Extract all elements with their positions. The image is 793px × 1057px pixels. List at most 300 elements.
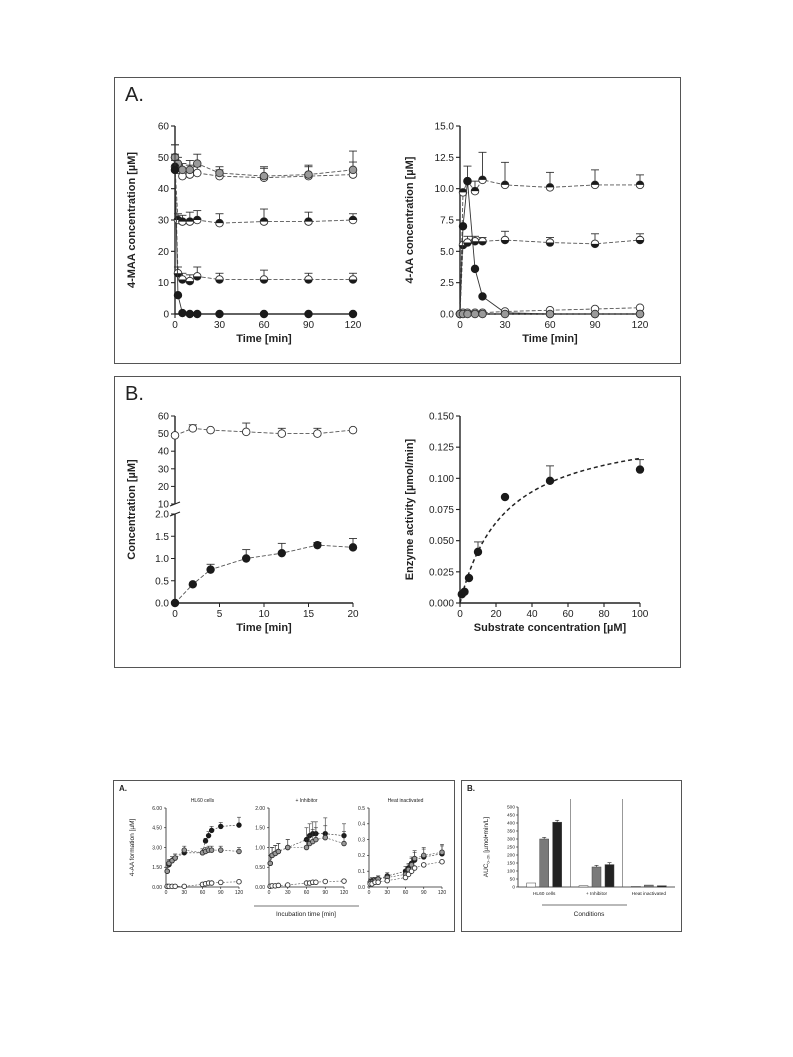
marker-grey <box>412 856 417 861</box>
y-tick-label: 0.1 <box>358 868 365 875</box>
chart-D <box>483 799 675 918</box>
data-point-grey <box>440 850 445 855</box>
data-point-upper-half <box>591 181 599 189</box>
data-point-filled <box>314 541 322 549</box>
marker-grey <box>186 166 194 174</box>
x-axis-title: Substrate concentration [µM] <box>473 622 627 634</box>
marker-filled <box>171 599 179 607</box>
data-point-open <box>314 880 319 885</box>
marker-open <box>173 884 178 889</box>
marker-filled <box>206 833 211 838</box>
x-tick-label: 15 <box>302 609 315 620</box>
y-tick-label: 30 <box>157 464 169 476</box>
data-point-upper-half <box>501 181 509 189</box>
marker-grey <box>440 850 445 855</box>
y-tick-label: 1.5 <box>155 531 169 543</box>
data-point-grey <box>218 848 223 853</box>
figure2-panel-b-chart <box>462 781 681 931</box>
x-axis-title: Incubation time [min] <box>276 911 336 918</box>
y-tick-label: 2.00 <box>255 805 265 812</box>
data-point-grey <box>165 869 170 874</box>
data-point-grey <box>285 845 290 850</box>
data-point-filled <box>209 828 214 833</box>
data-point-grey-square <box>216 169 224 177</box>
x-tick-label: 60 <box>544 320 556 331</box>
data-point-upper-half <box>193 216 201 224</box>
marker-filled <box>207 566 215 574</box>
y-axis-title: Enzyme activity [µmol/min] <box>404 438 416 581</box>
y-tick-label: 0.050 <box>428 536 454 548</box>
chart-C1 <box>129 798 243 896</box>
data-point-open <box>207 426 215 434</box>
marker-open <box>421 863 426 868</box>
marker-filled <box>171 166 179 174</box>
figure-panel-a-time-course <box>114 77 681 364</box>
data-point-upper-half <box>349 216 357 224</box>
y-tick-label: 10 <box>157 278 169 290</box>
data-point-open <box>242 428 250 436</box>
data-point-upper-half <box>179 218 187 226</box>
x-tick-label: 20 <box>347 609 359 620</box>
chart-title: HL60 cells <box>190 798 215 804</box>
y-axis-title: Concentration [µM] <box>126 459 138 560</box>
x-tick-label: 0 <box>457 320 463 331</box>
data-point-filled <box>189 581 197 589</box>
y-tick-label: 0.075 <box>428 505 454 516</box>
category-label: Heat inactivated <box>631 892 667 897</box>
y-tick-label: 0.00 <box>255 884 265 891</box>
data-point-grey-square <box>546 310 554 318</box>
marker-filled <box>209 828 214 833</box>
x-tick-label: 30 <box>181 890 188 896</box>
x-axis-title: Time [min] <box>236 622 292 634</box>
y-axis-title: 4-MAA concentration [µM] <box>126 151 138 289</box>
y-tick-label: 60 <box>157 411 169 423</box>
panel-b-label: B. <box>125 383 144 405</box>
data-point-grey <box>323 835 328 840</box>
figure2-panel-a-label: A. <box>119 784 127 793</box>
y-tick-label: 0.0 <box>155 598 169 610</box>
series-line-upper-half <box>460 180 640 314</box>
marker-filled <box>218 824 223 829</box>
marker-filled <box>186 310 194 318</box>
marker-open <box>278 430 286 438</box>
data-point-open <box>314 430 322 438</box>
data-point-grey <box>173 856 178 861</box>
bar-grey <box>592 867 601 887</box>
y-tick-label: 50 <box>157 429 169 441</box>
marker-filled <box>546 477 554 485</box>
y-tick-label: 0.125 <box>428 442 454 454</box>
y-tick-label: 10.0 <box>434 184 454 196</box>
shared-x-axis-title <box>254 906 359 918</box>
x-tick-label: 0 <box>457 609 463 620</box>
x-tick-label: 120 <box>437 890 447 896</box>
data-point-filled <box>471 265 479 273</box>
data-point-filled <box>171 166 179 174</box>
bar-grey <box>644 885 653 887</box>
chart-title: Heat inactivated <box>387 798 424 804</box>
x-tick-label: 60 <box>303 890 310 896</box>
marker-open <box>242 428 250 436</box>
data-point-filled <box>349 310 357 318</box>
data-point-grey-square <box>349 166 357 174</box>
marker-filled <box>349 544 357 552</box>
marker-open <box>193 169 201 177</box>
x-tick-label: 40 <box>526 609 538 620</box>
data-point-filled <box>203 839 208 844</box>
marker-filled <box>474 548 482 556</box>
x-tick-label: 90 <box>302 320 315 331</box>
y-tick-label: 7.5 <box>440 215 454 227</box>
data-point-lower-half <box>216 276 224 284</box>
x-tick-label: 30 <box>384 890 391 896</box>
x-axis-title: Time [min] <box>522 333 578 345</box>
y-tick-label: 0.2 <box>358 853 365 860</box>
y-tick-label: 0.00 <box>152 884 162 891</box>
y-tick-label: 0.5 <box>358 805 365 812</box>
data-point-open <box>349 426 357 434</box>
marker-grey <box>342 841 347 846</box>
data-point-filled <box>207 566 215 574</box>
data-point-grey <box>276 849 281 854</box>
data-point-upper-half <box>546 184 554 192</box>
bar-dark <box>605 865 614 887</box>
marker-open <box>412 866 417 871</box>
series-line-filled <box>460 181 640 314</box>
data-point-filled <box>174 291 182 299</box>
marker-open <box>189 425 197 433</box>
y-tick-label: 0.5 <box>155 576 169 588</box>
y-tick-label: 1.50 <box>255 825 265 832</box>
data-point-open <box>276 883 281 888</box>
bar-open <box>579 886 588 887</box>
y-tick-label: 1.50 <box>152 865 162 871</box>
marker-grey <box>591 310 599 318</box>
y-tick-label: 0.025 <box>428 567 454 579</box>
data-point-lower-half <box>591 240 599 248</box>
marker-filled <box>242 555 250 563</box>
y-tick-label: 350 <box>506 829 515 835</box>
y-tick-label: 0.4 <box>358 821 365 828</box>
data-point-lower-half <box>179 276 187 284</box>
data-point-upper-half <box>305 218 313 226</box>
marker-grey <box>305 171 313 179</box>
data-point-grey-square <box>179 166 187 174</box>
series-line-lower-half <box>460 240 640 314</box>
data-point-upper-half <box>186 218 194 226</box>
marker-filled <box>174 291 182 299</box>
marker-grey <box>276 849 281 854</box>
data-point-filled <box>218 824 223 829</box>
y-tick-label: 250 <box>506 845 515 851</box>
marker-filled <box>203 839 208 844</box>
y-axis-title: 4-AA formation [µM] <box>129 818 136 877</box>
y-tick-label: 0.0 <box>440 309 454 321</box>
marker-filled <box>465 574 473 582</box>
y-tick-label: 500 <box>506 805 515 811</box>
marker-grey <box>216 169 224 177</box>
y-tick-label: 0.100 <box>428 473 454 485</box>
data-point-filled <box>461 588 469 596</box>
marker-grey <box>268 861 273 866</box>
marker-open <box>285 883 290 888</box>
marker-filled <box>471 265 479 273</box>
y-tick-label: 4.50 <box>152 825 162 832</box>
data-point-open <box>193 169 201 177</box>
x-tick-label: 120 <box>344 320 362 331</box>
y-tick-label: 200 <box>506 853 515 859</box>
panel-a-label: A. <box>125 84 144 106</box>
data-point-open <box>218 880 223 885</box>
marker-grey <box>479 310 487 318</box>
data-point-filled <box>193 310 201 318</box>
data-point-open <box>376 880 381 885</box>
data-point-lower-half <box>464 239 472 247</box>
bar-dark <box>657 886 666 887</box>
marker-grey <box>173 856 178 861</box>
marker-open <box>237 879 242 884</box>
marker-grey <box>421 853 426 858</box>
y-tick-label: 6.00 <box>152 805 162 812</box>
data-point-upper-half <box>636 181 644 189</box>
y-tick-label: 12.5 <box>434 152 454 164</box>
data-point-open <box>173 884 178 889</box>
figure2-panel-a-formation <box>113 780 455 932</box>
data-point-lower-half <box>193 273 201 281</box>
data-point-open <box>421 863 426 868</box>
data-point-filled <box>186 310 194 318</box>
y-axis-title: 4-AA concentration [µM] <box>404 156 416 284</box>
y-tick-label: 40 <box>157 184 169 196</box>
data-point-filled <box>546 477 554 485</box>
marker-open <box>182 884 187 889</box>
x-tick-label: 20 <box>490 609 502 620</box>
bar-grey <box>540 839 549 887</box>
marker-grey <box>304 845 309 850</box>
marker-open <box>323 879 328 884</box>
x-tick-label: 30 <box>499 320 511 331</box>
data-point-grey-square <box>193 160 201 168</box>
y-tick-label: 100 <box>506 869 515 875</box>
marker-filled <box>459 222 467 230</box>
data-point-grey-square <box>260 172 268 180</box>
data-point-filled <box>501 493 509 501</box>
marker-grey <box>209 848 214 853</box>
data-point-grey <box>209 848 214 853</box>
data-point-lower-half <box>260 276 268 284</box>
marker-filled <box>260 310 268 318</box>
x-tick-label: 10 <box>258 609 270 620</box>
marker-grey <box>501 310 509 318</box>
data-point-filled <box>278 549 286 557</box>
data-point-filled <box>459 222 467 230</box>
x-tick-label: 60 <box>402 890 409 896</box>
data-point-filled <box>474 548 482 556</box>
data-point-filled <box>171 599 179 607</box>
data-point-lower-half <box>501 236 509 244</box>
marker-grey <box>349 166 357 174</box>
marker-filled <box>461 588 469 596</box>
marker-open <box>171 432 179 440</box>
marker-grey <box>314 837 319 842</box>
bar-open <box>631 886 640 887</box>
x-tick-label: 0 <box>164 890 168 896</box>
x-tick-label: 0 <box>172 609 178 620</box>
data-point-grey <box>421 853 426 858</box>
data-point-grey <box>268 861 273 866</box>
chart-A1 <box>126 122 362 346</box>
marker-filled <box>193 310 201 318</box>
data-point-grey-square <box>636 310 644 318</box>
marker-grey <box>237 849 242 854</box>
panel-a-charts <box>115 78 680 363</box>
y-tick-label: 1.00 <box>255 845 265 852</box>
data-point-lower-half <box>186 277 194 285</box>
data-point-filled <box>206 833 211 838</box>
data-point-open <box>412 866 417 871</box>
data-point-lower-half <box>305 276 313 284</box>
series-line-open <box>175 428 353 435</box>
y-axis-title: $AUC_{0-2h}$ [µmol•min/L] <box>483 816 491 878</box>
marker-filled <box>216 310 224 318</box>
x-tick-label: 120 <box>631 320 649 331</box>
x-tick-label: 120 <box>234 890 244 896</box>
data-point-filled <box>464 177 472 185</box>
y-tick-label: 2.5 <box>440 278 454 290</box>
marker-grey <box>471 310 479 318</box>
data-point-open <box>323 879 328 884</box>
marker-grey <box>464 310 472 318</box>
chart-C3 <box>358 798 446 896</box>
data-point-upper-half <box>216 219 224 227</box>
x-tick-label: 0 <box>367 890 371 896</box>
x-tick-label: 100 <box>631 609 649 620</box>
chart-C2 <box>255 798 348 896</box>
data-point-open <box>285 883 290 888</box>
x-axis-title: Time [min] <box>236 333 292 345</box>
marker-open <box>342 879 347 884</box>
bar-dark <box>553 822 562 887</box>
data-point-filled <box>636 466 644 474</box>
y-tick-label: 0.3 <box>358 837 365 844</box>
data-point-filled <box>179 309 187 317</box>
x-tick-label: 30 <box>213 320 226 331</box>
chart-B1 <box>126 412 359 635</box>
data-point-filled <box>349 544 357 552</box>
marker-grey <box>636 310 644 318</box>
chart-A2 <box>404 122 649 346</box>
marker-open <box>209 881 214 886</box>
y-tick-label: 0 <box>512 885 515 891</box>
marker-open <box>385 878 390 883</box>
data-point-grey <box>304 845 309 850</box>
data-point-open <box>385 878 390 883</box>
series-line-filled <box>167 825 239 871</box>
marker-open <box>218 880 223 885</box>
series-line-filled <box>175 545 353 603</box>
data-point-filled <box>305 310 313 318</box>
marker-filled <box>179 309 187 317</box>
x-tick-label: 60 <box>199 890 206 896</box>
x-tick-label: 5 <box>216 609 223 620</box>
data-point-grey <box>182 848 187 853</box>
y-tick-label: 300 <box>506 837 515 843</box>
figure2-panel-a-charts <box>114 781 454 931</box>
x-tick-label: 0 <box>267 890 271 896</box>
category-label: + Inhibitor <box>585 892 608 897</box>
y-tick-label: 0 <box>163 309 169 321</box>
data-point-open <box>171 432 179 440</box>
data-point-open <box>278 430 286 438</box>
y-tick-label: 50 <box>157 152 169 164</box>
marker-grey <box>546 310 554 318</box>
y-tick-label: 40 <box>157 446 169 458</box>
y-tick-label: 50 <box>509 877 515 883</box>
marker-filled <box>305 310 313 318</box>
data-point-filled <box>465 574 473 582</box>
x-tick-label: 90 <box>322 890 329 896</box>
marker-open <box>349 426 357 434</box>
data-point-open <box>440 859 445 864</box>
data-point-grey <box>314 837 319 842</box>
x-tick-label: 90 <box>589 320 601 331</box>
marker-filled <box>501 493 509 501</box>
x-tick-label: 60 <box>258 320 270 331</box>
data-point-filled <box>260 310 268 318</box>
x-tick-label: 90 <box>420 890 427 896</box>
marker-grey <box>193 160 201 168</box>
data-point-grey-square <box>464 310 472 318</box>
figure2-panel-b-auc <box>461 780 682 932</box>
marker-filled <box>349 310 357 318</box>
marker-filled <box>464 177 472 185</box>
marker-filled <box>278 549 286 557</box>
y-tick-label: 30 <box>157 215 169 227</box>
marker-open <box>376 880 381 885</box>
x-axis-title: Conditions <box>573 911 605 918</box>
x-tick-label: 80 <box>598 609 610 620</box>
data-point-filled <box>237 823 242 828</box>
data-point-open <box>182 884 187 889</box>
y-tick-label: 0.000 <box>428 598 454 610</box>
x-tick-label: 120 <box>339 890 349 896</box>
marker-grey <box>182 848 187 853</box>
data-point-grey-square <box>305 171 313 179</box>
y-tick-label: 0.50 <box>255 865 265 871</box>
data-point-open <box>237 879 242 884</box>
marker-filled <box>636 466 644 474</box>
data-point-filled <box>479 293 487 301</box>
data-point-grey-square <box>501 310 509 318</box>
data-point-open <box>189 425 197 433</box>
x-tick-label: 0 <box>172 320 178 331</box>
data-point-open <box>209 881 214 886</box>
panel-b-charts <box>115 377 680 667</box>
data-point-grey-square <box>591 310 599 318</box>
data-point-lower-half <box>546 239 554 247</box>
marker-filled <box>189 581 197 589</box>
y-tick-label: 3.00 <box>152 845 162 852</box>
y-tick-label: 10 <box>157 499 169 511</box>
data-point-grey-square <box>479 310 487 318</box>
category-label: HL60 cells <box>532 892 556 897</box>
marker-filled <box>479 293 487 301</box>
data-point-grey <box>412 856 417 861</box>
y-tick-label: 2.0 <box>155 509 169 521</box>
y-tick-label: 5.0 <box>440 246 454 258</box>
marker-grey <box>323 835 328 840</box>
